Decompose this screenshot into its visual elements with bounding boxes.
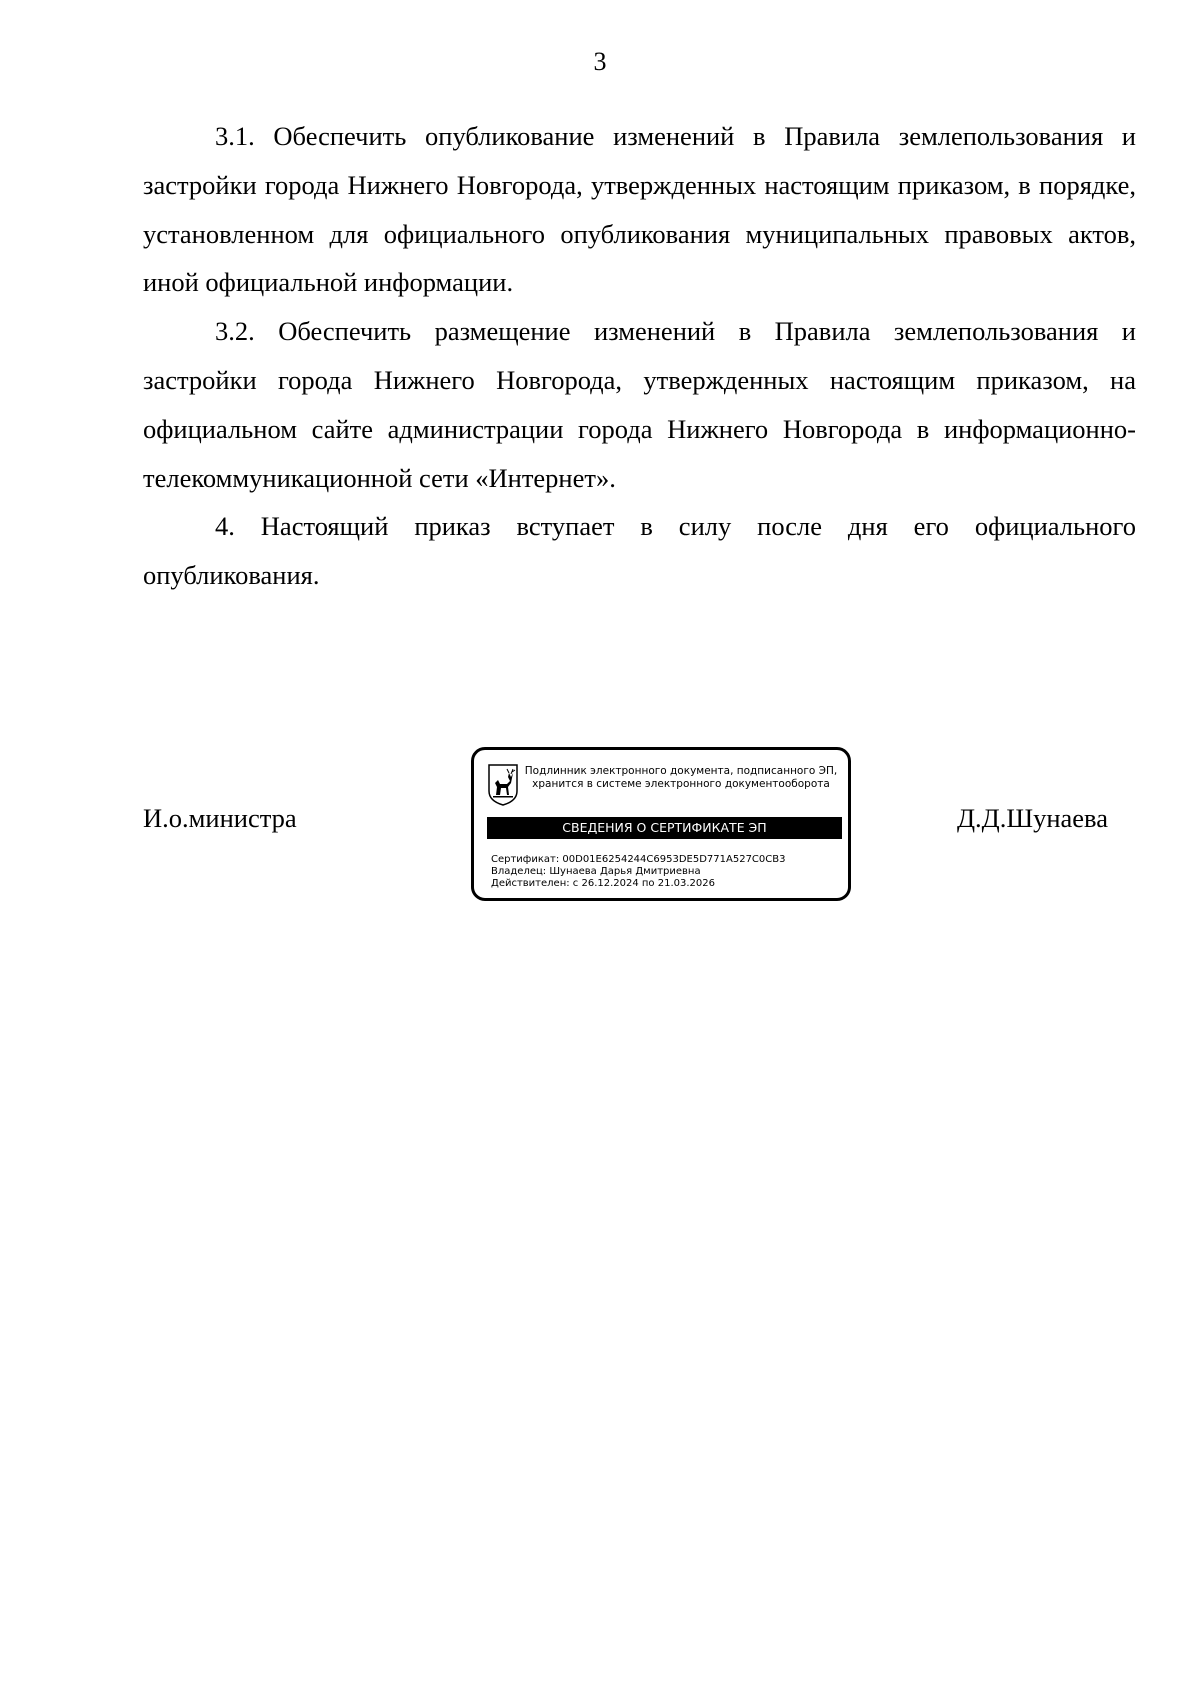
stamp-header (521, 765, 841, 791)
stamp-validity: Действителен: с 26.12.2024 по 21.03.2026 (491, 878, 715, 889)
signatory-name: Д.Д.Шунаева (956, 803, 1108, 833)
stamp-owner: Владелец: Шунаева Дарья Дмитриевна (491, 866, 701, 877)
stamp-header-line1: Подлинник электронного документа, подписанного ЭП, (524, 765, 838, 777)
paragraph-3-1: 3.1. Обеспечить опубликование изменений в Правила землепользования и застройки города Нижнего Новгорода, утвержденных настоящим приказом, в порядке, установленном для официального опубликования муниципальных правовых актов, иной официальной информации. (143, 121, 1136, 298)
electronic-signature-stamp (471, 747, 851, 901)
stamp-header-line2: хранится в системе электронного документооборота (532, 778, 830, 790)
stamp-certificate-number: Сертификат: 00D01E6254244C6953DE5D771A527C0CB3 (491, 854, 786, 865)
signatory-position: И.о.министра (143, 803, 297, 833)
nizhny-novgorod-deer-emblem-icon (487, 763, 519, 807)
document-body (143, 112, 1136, 600)
page-number: 3 (593, 47, 607, 76)
stamp-certificate-title: СВЕДЕНИЯ О СЕРТИФИКАТЕ ЭП (487, 817, 842, 839)
paragraph-3-2: 3.2. Обеспечить размещение изменений в Правила землепользования и застройки города Нижнего Новгорода, утвержденных настоящим приказом, на официальном сайте администрации города Нижнего Новгорода в информационно-телекоммуникационной сети «Интернет». (143, 316, 1136, 493)
paragraph-4: 4. Настоящий приказ вступает в силу после дня его официального опубликования. (143, 511, 1136, 591)
stamp-details (491, 854, 785, 890)
